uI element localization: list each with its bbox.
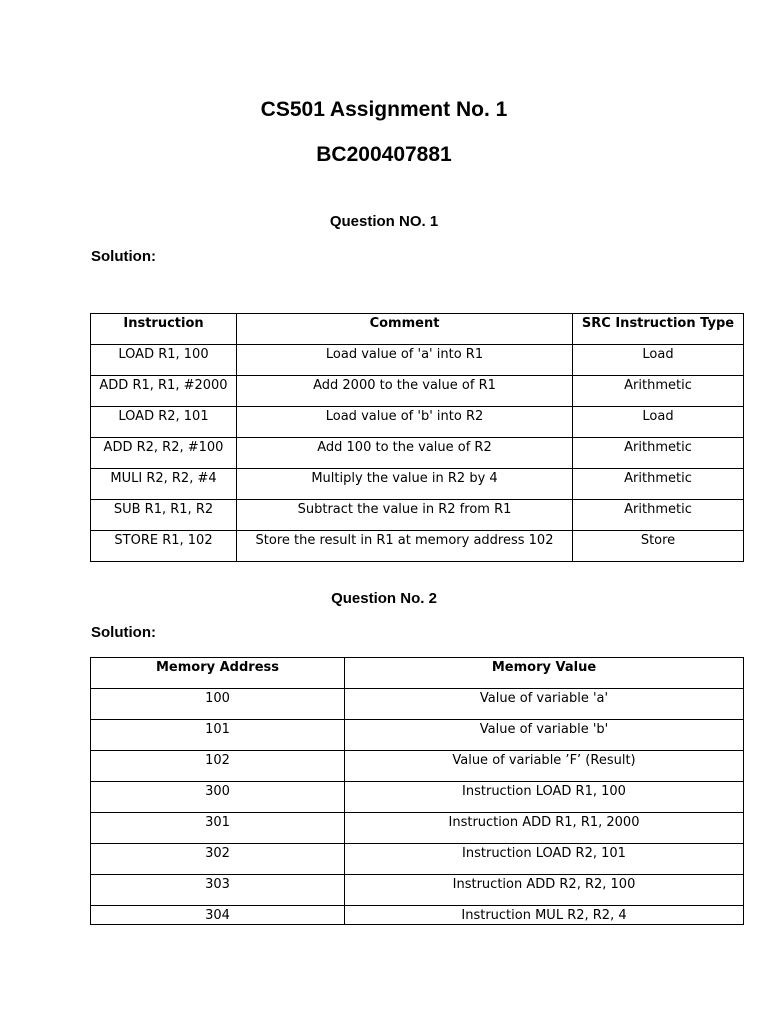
table-header-row (91, 658, 744, 689)
instruction-type-cell: Store (573, 531, 744, 562)
question-2-solution-label: Solution: (91, 624, 156, 641)
comment-cell: Load value of 'b' into R2 (237, 407, 573, 438)
memory-address-cell: 304 (91, 906, 345, 925)
memory-address-cell: 100 (91, 689, 345, 720)
instruction-cell: ADD R1, R1, #2000 (91, 376, 237, 407)
table-row (91, 438, 744, 469)
memory-address-cell: 101 (91, 720, 345, 751)
memory-address-cell: 303 (91, 875, 345, 906)
question-1-heading: Question NO. 1 (329, 213, 439, 230)
instruction-cell: STORE R1, 102 (91, 531, 237, 562)
table-row (91, 720, 744, 751)
table-row (91, 813, 744, 844)
memory-value-cell: Instruction ADD R2, R2, 100 (345, 875, 744, 906)
question-2-heading: Question No. 2 (331, 590, 437, 607)
instruction-type-cell: Load (573, 345, 744, 376)
table-row (91, 751, 744, 782)
comment-cell: Add 2000 to the value of R1 (237, 376, 573, 407)
memory-address-cell: 300 (91, 782, 345, 813)
table-row (91, 407, 744, 438)
instruction-type-cell: Arithmetic (573, 376, 744, 407)
memory-value-cell: Value of variable ’F’ (Result) (345, 751, 744, 782)
column-header-memory-value: Memory Value (345, 658, 744, 689)
instruction-type-cell: Arithmetic (573, 469, 744, 500)
table-row (91, 875, 744, 906)
table-row (91, 500, 744, 531)
memory-address-cell: 102 (91, 751, 345, 782)
memory-address-cell: 302 (91, 844, 345, 875)
table-row (91, 782, 744, 813)
table-row (91, 376, 744, 407)
instruction-cell: SUB R1, R1, R2 (91, 500, 237, 531)
instruction-cell: LOAD R2, 101 (91, 407, 237, 438)
instruction-table (90, 313, 744, 562)
instruction-type-cell: Load (573, 407, 744, 438)
instruction-cell: LOAD R1, 100 (91, 345, 237, 376)
memory-value-cell: Value of variable 'b' (345, 720, 744, 751)
comment-cell: Add 100 to the value of R2 (237, 438, 573, 469)
column-header-comment: Comment (237, 314, 573, 345)
column-header-memory-address: Memory Address (91, 658, 345, 689)
memory-value-cell: Instruction ADD R1, R1, 2000 (345, 813, 744, 844)
comment-cell: Store the result in R1 at memory address 102 (237, 531, 573, 562)
memory-value-cell: Instruction MUL R2, R2, 4 (345, 906, 744, 925)
table-row (91, 689, 744, 720)
memory-value-cell: Instruction LOAD R1, 100 (345, 782, 744, 813)
memory-table (90, 657, 744, 925)
comment-cell: Multiply the value in R2 by 4 (237, 469, 573, 500)
instruction-cell: MULI R2, R2, #4 (91, 469, 237, 500)
question-1-solution-label: Solution: (91, 248, 156, 265)
table-row (91, 906, 744, 925)
comment-cell: Subtract the value in R2 from R1 (237, 500, 573, 531)
table-header-row (91, 314, 744, 345)
table-row (91, 531, 744, 562)
document-title: CS501 Assignment No. 1 (260, 98, 508, 121)
column-header-instruction: Instruction (91, 314, 237, 345)
instruction-type-cell: Arithmetic (573, 500, 744, 531)
table-row (91, 469, 744, 500)
instruction-cell: ADD R2, R2, #100 (91, 438, 237, 469)
student-id: BC200407881 (316, 143, 452, 166)
table-row (91, 345, 744, 376)
table-row (91, 844, 744, 875)
memory-address-cell: 301 (91, 813, 345, 844)
comment-cell: Load value of 'a' into R1 (237, 345, 573, 376)
column-header-src-instruction-type: SRC Instruction Type (573, 314, 744, 345)
memory-value-cell: Value of variable 'a' (345, 689, 744, 720)
memory-value-cell: Instruction LOAD R2, 101 (345, 844, 744, 875)
instruction-type-cell: Arithmetic (573, 438, 744, 469)
